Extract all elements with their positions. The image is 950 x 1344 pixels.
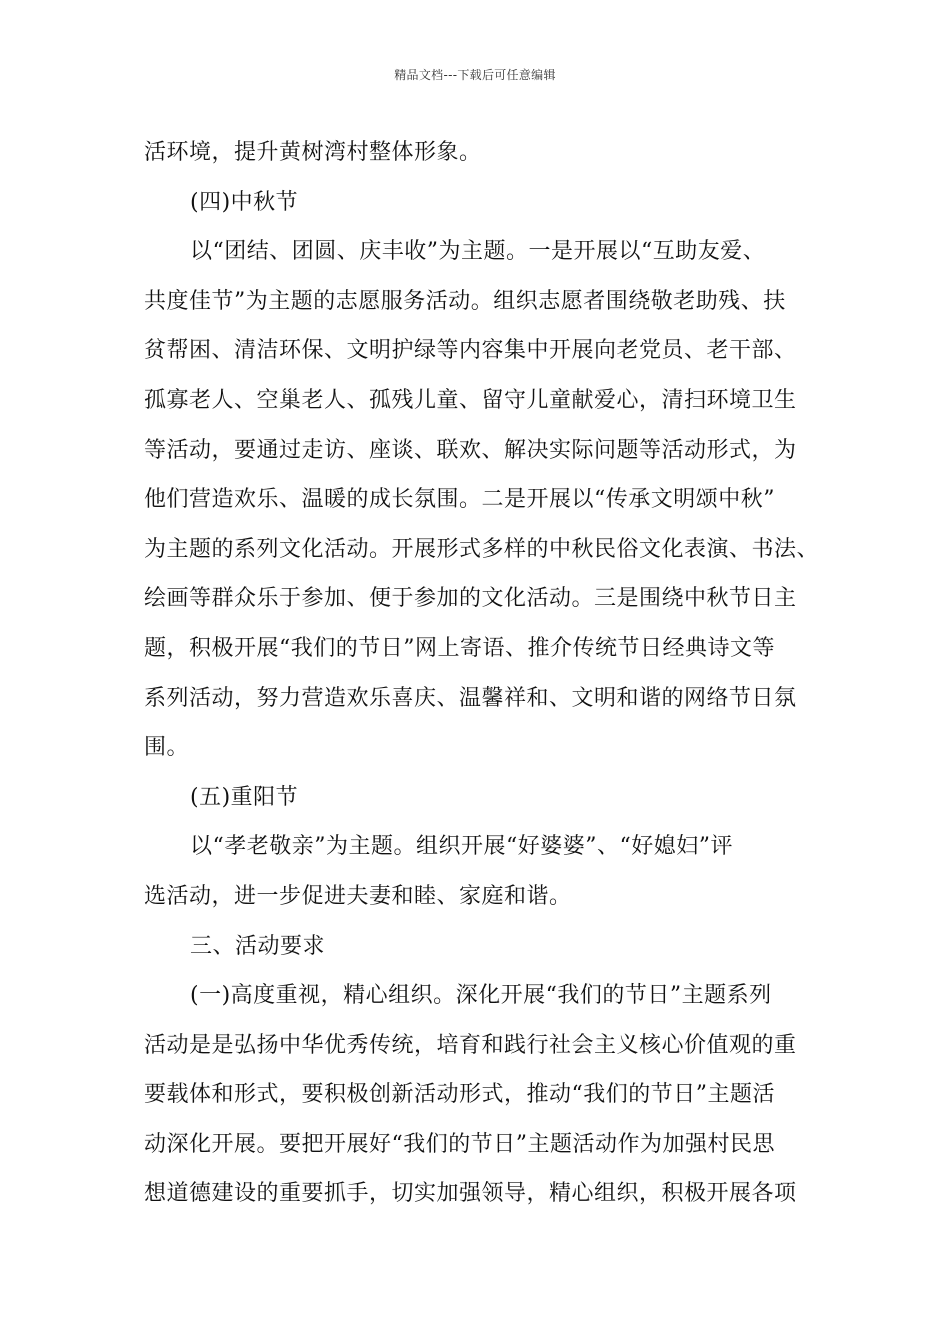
text-line: 以“团结、团圆、庆丰收”为主题。一是开展以“互助友爱、	[190, 239, 766, 265]
text-line: 要载体和形式，要积极创新活动形式，推动“我们的节日”主题活	[144, 1082, 775, 1108]
text-line: 孤寡老人、空巢老人、孤残儿童、留守儿童献爱心，清扫环境卫生	[144, 387, 797, 413]
text-line: 动深化开展。要把开展好“我们的节日”主题活动作为加强村民思	[144, 1131, 775, 1157]
text-line: 贫帮困、清洁环保、文明护绿等内容集中开展向老党员、老干部、	[144, 338, 797, 364]
text-line: 题，积极开展“我们的节日”网上寄语、推介传统节日经典诗文等	[144, 635, 775, 661]
text-line: 围。	[144, 735, 190, 761]
text-line: 想道德建设的重要抓手，切实加强领导，精心组织，积极开展各项	[144, 1181, 797, 1207]
document-body	[144, 128, 834, 1219]
text-line: 以“孝老敬亲”为主题。组织开展“好婆婆”、“好媳妇”评	[190, 834, 733, 860]
section-heading: (五)重阳节	[190, 784, 299, 810]
text-line: 共度佳节”为主题的志愿服务活动。组织志愿者围绕敬老助残、扶	[144, 288, 786, 314]
section-heading: 三、活动要求	[190, 933, 326, 959]
text-line: 系列活动，努力营造欢乐喜庆、温馨祥和、文明和谐的网络节日氛	[144, 685, 797, 711]
text-line: 绘画等群众乐于参加、便于参加的文化活动。三是围绕中秋节日主	[144, 586, 797, 612]
text-line: (一)高度重视，精心组织。深化开展“我们的节日”主题系列	[190, 983, 772, 1009]
text-line: 他们营造欢乐、温暖的成长氛围。二是开展以“传承文明颂中秋”	[144, 487, 775, 513]
text-line: 选活动，进一步促进夫妻和睦、家庭和谐。	[144, 883, 572, 909]
section-heading: (四)中秋节	[190, 189, 299, 215]
page-header: 精品文档---下载后可任意编辑	[394, 68, 556, 82]
text-line: 等活动，要通过走访、座谈、联欢、解决实际问题等活动形式，为	[144, 437, 797, 463]
text-line: 活环境，提升黄树湾村整体形象。	[144, 140, 482, 165]
text-line: 为主题的系列文化活动。开展形式多样的中秋民俗文化表演、书法、	[144, 536, 820, 562]
text-line: 活动是是弘扬中华优秀传统，培育和践行社会主义核心价值观的重	[144, 1032, 797, 1058]
